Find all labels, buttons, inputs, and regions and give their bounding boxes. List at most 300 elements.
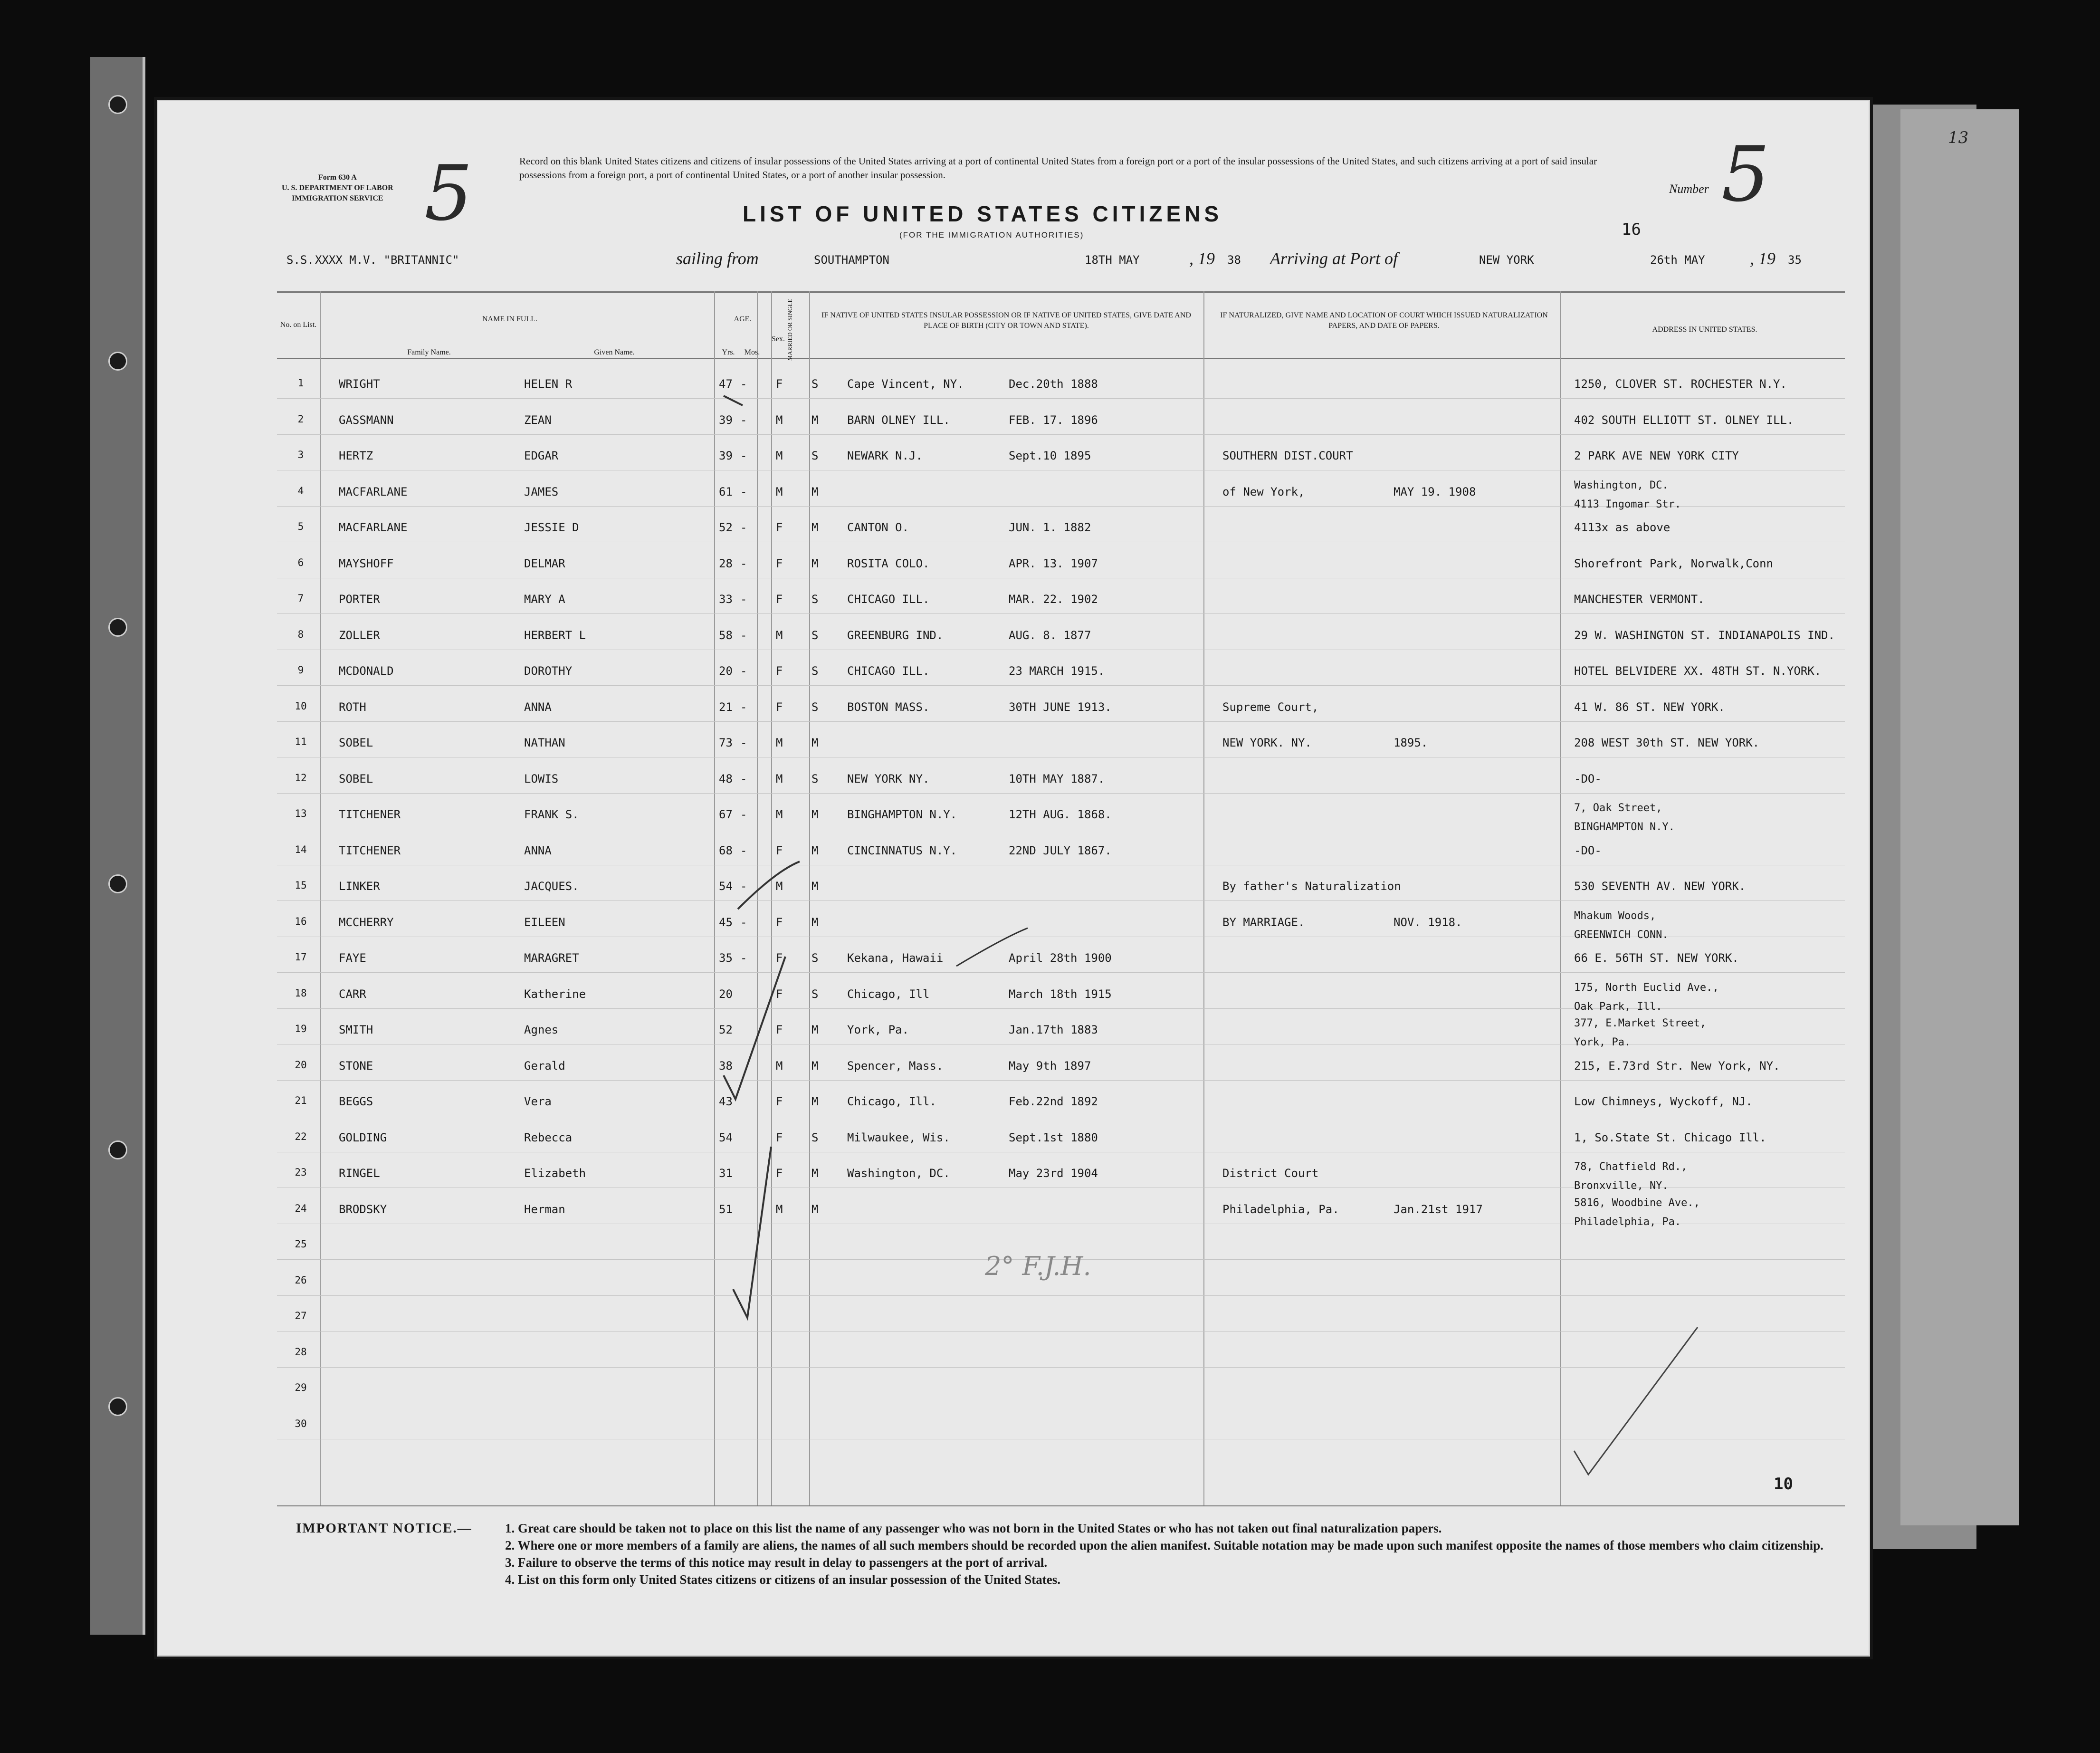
row-number: 1 [297,377,304,389]
number-label: Number [1669,182,1709,196]
birth-date: May 9th 1897 [1009,1059,1091,1073]
birth-date: 22ND JULY 1867. [1009,843,1112,857]
family-name: STONE [339,1059,373,1073]
family-name: PORTER [339,593,380,606]
address-line-1: Mhakum Woods, [1574,910,1656,922]
naturalization-date: NOV. 1918. [1394,915,1462,929]
arrive-year: 35 [1788,253,1802,267]
marital-status: M [811,1023,819,1036]
address-line-1: 175, North Euclid Ave., [1574,981,1719,994]
sex: F [776,987,783,1001]
marital-status: M [811,915,819,929]
age-years: 21 [719,700,733,714]
family-name: MCCHERRY [339,915,394,929]
age-months: - [740,628,747,642]
given-name: ZEAN [524,413,552,427]
address-line-1: 208 WEST 30th ST. NEW YORK. [1574,736,1760,749]
age-years: 39 [719,413,733,427]
family-name: CARR [339,987,366,1001]
check-mark [733,1147,771,1318]
address-line-2: Oak Park, Ill. [1574,1000,1662,1013]
row-number: 8 [297,628,304,640]
department: U. S. DEPARTMENT OF LABOR [282,184,393,192]
given-name: Rebecca [524,1130,573,1144]
address-line-2: Philadelphia, Pa. [1574,1216,1681,1228]
birth-place: BOSTON MASS. [847,700,930,714]
row-number: 28 [295,1346,307,1358]
birth-place: Chicago, Ill. [847,1095,936,1108]
address-line-1: 41 W. 86 ST. NEW YORK. [1574,700,1725,714]
birth-place: CANTON O. [847,521,909,534]
family-name: MACFARLANE [339,485,408,498]
address-line-1: -DO- [1574,843,1602,857]
check-mark [738,862,800,909]
address-line-1: Low Chimneys, Wyckoff, NJ. [1574,1095,1753,1108]
address-line-1: -DO- [1574,772,1602,785]
birth-place: BINGHAMPTON N.Y. [847,808,957,821]
sex: M [776,772,783,785]
address-line-1: 215, E.73rd Str. New York, NY. [1574,1059,1780,1073]
notice-heading: IMPORTANT NOTICE.— [296,1521,472,1536]
sailing-from-label: sailing from [676,249,759,268]
age-months: - [740,593,747,606]
row-number: 22 [295,1130,307,1142]
header-sex: Sex. [772,335,785,343]
punch-hole [108,1397,127,1416]
family-name: BEGGS [339,1095,373,1108]
sex: M [776,628,783,642]
family-name: RINGEL [339,1167,380,1180]
header-mos: Mos. [744,348,760,356]
sex: M [776,1202,783,1216]
address-line-1: 2 PARK AVE NEW YORK CITY [1574,449,1739,462]
birth-place: GREENBURG IND. [847,628,944,642]
birth-place: Spencer, Mass. [847,1059,944,1073]
address-line-1: HOTEL BELVIDERE XX. 48TH ST. N.YORK. [1574,664,1822,678]
age-months: - [740,485,747,498]
marital-status: S [811,772,819,785]
birth-date: March 18th 1915 [1009,987,1112,1001]
given-name: ANNA [524,700,552,714]
address-line-1: 530 SEVENTH AV. NEW YORK. [1574,880,1746,893]
row-number: 25 [295,1238,307,1250]
age-months: - [740,772,747,785]
marital-status: M [811,843,819,857]
port-to: NEW YORK [1479,253,1534,267]
row-number: 3 [297,449,304,460]
handwritten-marks [158,101,1869,1655]
given-name: HELEN R [524,377,573,391]
check-mark [1574,1327,1698,1475]
age-months: - [740,413,747,427]
manifest-page [157,100,1870,1657]
given-name: JACQUES. [524,880,579,893]
punch-hole [108,95,127,114]
birth-place: Washington, DC. [847,1167,950,1180]
notice-item: 1. Great care should be taken not to place on this list the name of any passenger who was not born in the United States or who has not taken out final naturalization papers. [505,1521,1442,1535]
sex: F [776,377,783,391]
birth-date: AUG. 8. 1877 [1009,628,1091,642]
birth-place: ROSITA COLO. [847,556,930,570]
birth-date: 23 MARCH 1915. [1009,664,1105,678]
birth-place: CHICAGO ILL. [847,664,930,678]
row-number: 11 [295,736,307,747]
marital-status: M [811,413,819,427]
address-line-1: 7, Oak Street, [1574,802,1662,814]
row-number: 30 [295,1418,307,1429]
sex: F [776,1130,783,1144]
age-months: - [740,449,747,462]
page-title: LIST OF UNITED STATES CITIZENS [743,201,1223,226]
important-notice [296,1520,1864,1588]
row-number: 26 [295,1274,307,1286]
punch-hole [108,352,127,371]
marital-status: M [811,556,819,570]
birth-date: 10TH MAY 1887. [1009,772,1105,785]
sex: F [776,521,783,534]
binding-strip [90,57,145,1635]
family-name: GASSMANN [339,413,394,427]
address-line-1: Washington, DC. [1574,479,1669,491]
age-months: - [740,556,747,570]
page-count: 10 [1774,1475,1793,1494]
given-name: EILEEN [524,915,565,929]
marital-status: M [811,808,819,821]
check-mark [724,957,785,1099]
sex: F [776,843,783,857]
birth-place: Chicago, Ill [847,987,930,1001]
family-name: MACFARLANE [339,521,408,534]
given-name: Katherine [524,987,586,1001]
address-line-1: 78, Chatfield Rd., [1574,1161,1688,1173]
notice-item: 3. Failure to observe the terms of this notice may result in delay to passengers at the port of arrival. [505,1555,1048,1570]
age-years: 48 [719,772,733,785]
marital-status: M [811,1059,819,1073]
birth-place: Cape Vincent, NY. [847,377,964,391]
row-number: 6 [297,556,304,568]
age-years: 45 [719,915,733,929]
birth-date: May 23rd 1904 [1009,1167,1098,1180]
age-years: 73 [719,736,733,749]
form-number: Form 630 A [318,173,357,182]
age-years: 20 [719,987,733,1001]
age-years: 38 [719,1059,733,1073]
header-family-name: Family Name. [407,348,451,356]
marital-status: S [811,1130,819,1144]
naturalization-court: Supreme Court, [1222,700,1319,714]
age-years: 52 [719,521,733,534]
birth-date: 12TH AUG. 1868. [1009,808,1112,821]
given-name: Herman [524,1202,565,1216]
header-naturalization: IF NATURALIZED, GIVE NAME AND LOCATION OF COURT WHICH ISSUED NATURALIZATION PAPERS, AND DATE OF PAPERS. [1220,311,1548,330]
sex: M [776,736,783,749]
given-name: DOROTHY [524,664,573,678]
row-number: 2 [297,413,304,425]
marital-status: S [811,987,819,1001]
depart-date: 18TH MAY [1085,253,1140,267]
row-number: 4 [297,485,304,497]
age-months: - [740,521,747,534]
marital-status: S [811,377,819,391]
age-months: - [740,880,747,893]
check-mark [724,396,743,405]
birth-place: NEW YORK NY. [847,772,930,785]
marital-status: S [811,593,819,606]
age-years: 39 [719,449,733,462]
birth-place: Kekana, Hawaii [847,951,944,965]
age-months: - [740,915,747,929]
back-sheet [1900,109,2019,1525]
sex: M [776,413,783,427]
birth-date: April 28th 1900 [1009,951,1112,965]
age-years: 47 [719,377,733,391]
age-years: 54 [719,880,733,893]
row-number: 16 [295,915,307,927]
address-line-1: Shorefront Park, Norwalk,Conn [1574,556,1774,570]
header-given-name: Given Name. [594,348,635,356]
row-number: 18 [295,987,307,999]
naturalization-court: BY MARRIAGE. [1222,915,1305,929]
birth-place: York, Pa. [847,1023,909,1036]
birth-place: Milwaukee, Wis. [847,1130,950,1144]
header-name-in-full: NAME IN FULL. [482,315,537,323]
sex: F [776,915,783,929]
row-number: 20 [295,1059,307,1071]
sex: M [776,485,783,498]
punch-hole [108,874,127,893]
row-number: 7 [297,593,304,604]
family-name: ZOLLER [339,628,380,642]
sex: M [776,1059,783,1073]
given-name: EDGAR [524,449,559,462]
header-married-single: MARRIED OR SINGLE [786,298,793,361]
birth-date: Jan.17th 1883 [1009,1023,1098,1036]
age-years: 54 [719,1130,733,1144]
age-years: 52 [719,1023,733,1036]
marital-status: M [811,1095,819,1108]
row-number: 14 [295,843,307,855]
given-name: Vera [524,1095,552,1108]
sex: M [776,449,783,462]
age-months: - [740,377,747,391]
row-number: 13 [295,808,307,819]
pencil-signature: 2° F.J.H. [985,1251,1091,1281]
family-name: BRODSKY [339,1202,387,1216]
line-16: 16 [1622,220,1641,239]
naturalization-date: Jan.21st 1917 [1394,1202,1483,1216]
marital-status: S [811,449,819,462]
year-prefix: , 19 [1750,249,1775,268]
notice-item: 4. List on this form only United States citizens or citizens of an insular possession of the United States. [505,1572,1061,1587]
age-months: - [740,951,747,965]
naturalization-court: District Court [1222,1167,1319,1180]
row-number: 15 [295,880,307,891]
port-from: SOUTHAMPTON [814,253,889,267]
marital-status: S [811,628,819,642]
age-months: - [740,843,747,857]
given-name: FRANK S. [524,808,579,821]
naturalization-court: SOUTHERN DIST.COURT [1222,449,1353,462]
address-line-2: BINGHAMPTON N.Y. [1574,821,1675,833]
age-months: - [740,700,747,714]
family-name: SOBEL [339,736,373,749]
given-name: Gerald [524,1059,565,1073]
header-address: ADDRESS IN UNITED STATES. [1652,326,1757,334]
birth-date: Sept.1st 1880 [1009,1130,1098,1144]
service: IMMIGRATION SERVICE [292,194,383,202]
left-number: 5 [424,149,473,238]
marital-status: S [811,951,819,965]
given-name: ANNA [524,843,552,857]
age-years: 31 [719,1167,733,1180]
given-name: LOWIS [524,772,559,785]
sex: F [776,556,783,570]
address-line-2: York, Pa. [1574,1036,1631,1048]
age-years: 33 [719,593,733,606]
age-years: 67 [719,808,733,821]
header-age: AGE. [734,315,752,323]
marital-status: M [811,521,819,534]
row-number: 23 [295,1167,307,1178]
notice-item: 2. Where one or more members of a family are aliens, the names of all such members should be recorded upon the alien manifest. Suitable notation may be made upon such manifest opposite the names of those members who claim citizenship. [505,1538,1823,1552]
row-number: 10 [295,700,307,712]
sex: F [776,1167,783,1180]
family-name: TITCHENER [339,843,401,857]
family-name: MAYSHOFF [339,556,394,570]
given-name: NATHAN [524,736,565,749]
depart-year: 38 [1227,253,1241,267]
given-name: MARAGRET [524,951,579,965]
ss-prefix: S.S. [286,253,314,267]
marital-status: S [811,664,819,678]
address-line-1: 29 W. WASHINGTON ST. INDIANAPOLIS IND. [1574,628,1835,642]
given-name: MARY A [524,593,565,606]
record-note: Record on this blank United States citizens and citizens of insular possessions of the United States arriving at a port of continental United States from a foreign port or a port of the insular possessions of the United States, and such citizens arriving at a port of said insular possessions from a foreign port, a port of continental United States, or a port of another insular possession. [519,155,1597,181]
address-line-2: Bronxville, NY. [1574,1180,1669,1192]
pen-stroke [956,928,1028,966]
family-name: GOLDING [339,1130,387,1144]
sex: F [776,593,783,606]
address-line-1: 402 SOUTH ELLIOTT ST. OLNEY ILL. [1574,413,1794,427]
marital-status: M [811,1202,819,1216]
naturalization-date: MAY 19. 1908 [1394,485,1476,498]
row-number: 21 [295,1095,307,1106]
birth-place: BARN OLNEY ILL. [847,413,950,427]
naturalization-date: 1895. [1394,736,1428,749]
family-name: LINKER [339,880,380,893]
row-number: 27 [295,1310,307,1322]
sex: F [776,1095,783,1108]
row-number: 9 [297,664,304,676]
birth-date: 30TH JUNE 1913. [1009,700,1112,714]
birth-date: APR. 13. 1907 [1009,556,1098,570]
header-yrs: Yrs. [722,348,735,356]
sex: F [776,664,783,678]
family-name: MCDONALD [339,664,394,678]
arriving-label: Arriving at Port of [1270,249,1398,268]
family-name: TITCHENER [339,808,401,821]
family-name: SOBEL [339,772,373,785]
sex: F [776,700,783,714]
age-months: - [740,664,747,678]
address-line-1: 377, E.Market Street, [1574,1017,1707,1029]
birth-place: NEWARK N.J. [847,449,923,462]
naturalization-court: By father's Naturalization [1222,880,1401,893]
address-line-1: 1, So.State St. Chicago Ill. [1574,1130,1766,1144]
family-name: HERTZ [339,449,373,462]
age-years: 58 [719,628,733,642]
row-number: 17 [295,951,307,963]
sex: F [776,1023,783,1036]
birth-date: Dec.20th 1888 [1009,377,1098,391]
marital-status: M [811,1167,819,1180]
naturalization-court: Philadelphia, Pa. [1222,1202,1339,1216]
marital-status: M [811,736,819,749]
sex: M [776,880,783,893]
birth-date: Feb.22nd 1892 [1009,1095,1098,1108]
number-value: 5 [1721,130,1770,219]
header-no-on-list: No. on List. [280,321,317,329]
given-name: JESSIE D [524,521,579,534]
arrive-date: 26th MAY [1650,253,1705,267]
naturalization-court: NEW YORK. NY. [1222,736,1312,749]
given-name: DELMAR [524,556,565,570]
marital-status: M [811,880,819,893]
family-name: ROTH [339,700,366,714]
row-number: 19 [295,1023,307,1035]
marital-status: M [811,485,819,498]
age-years: 68 [719,843,733,857]
age-years: 61 [719,485,733,498]
row-number: 12 [295,772,307,784]
address-line-2: 4113 Ingomar Str. [1574,498,1681,510]
year-prefix: , 19 [1189,249,1215,268]
address-line-1: 5816, Woodbine Ave., [1574,1197,1700,1209]
vessel-name: XXXX M.V. "BRITANNIC" [315,253,459,267]
address-line-1: MANCHESTER VERMONT. [1574,593,1705,606]
page-subtitle: (FOR THE IMMIGRATION AUTHORITIES) [899,230,1084,239]
birth-date: FEB. 17. 1896 [1009,413,1098,427]
given-name: JAMES [524,485,559,498]
given-name: Elizabeth [524,1167,586,1180]
birth-date: JUN. 1. 1882 [1009,521,1091,534]
address-line-1: 1250, CLOVER ST. ROCHESTER N.Y. [1574,377,1787,391]
age-years: 28 [719,556,733,570]
address-line-2: GREENWICH CONN. [1574,929,1669,941]
given-name: Agnes [524,1023,559,1036]
sex: M [776,808,783,821]
age-years: 35 [719,951,733,965]
header-birth: IF NATIVE OF UNITED STATES INSULAR POSSESSION OR IF NATIVE OF UNITED STATES, GIVE DATE AND PLACE OF BIRTH (CITY OR TOWN AND STATE). [821,311,1191,330]
punch-hole [108,618,127,637]
marital-status: S [811,700,819,714]
family-name: SMITH [339,1023,373,1036]
address-line-1: 66 E. 56TH ST. NEW YORK. [1574,951,1739,965]
sex: F [776,951,783,965]
naturalization-court: of New York, [1222,485,1305,498]
family-name: WRIGHT [339,377,380,391]
birth-place: CINCINNATUS N.Y. [847,843,957,857]
corner-mark: 13 [1948,128,1969,147]
given-name: HERBERT L [524,628,586,642]
birth-date: MAR. 22. 1902 [1009,593,1098,606]
punch-hole [108,1140,127,1159]
row-number: 5 [297,521,304,532]
birth-place: CHICAGO ILL. [847,593,930,606]
age-years: 51 [719,1202,733,1216]
birth-date: Sept.10 1895 [1009,449,1091,462]
age-months: - [740,736,747,749]
